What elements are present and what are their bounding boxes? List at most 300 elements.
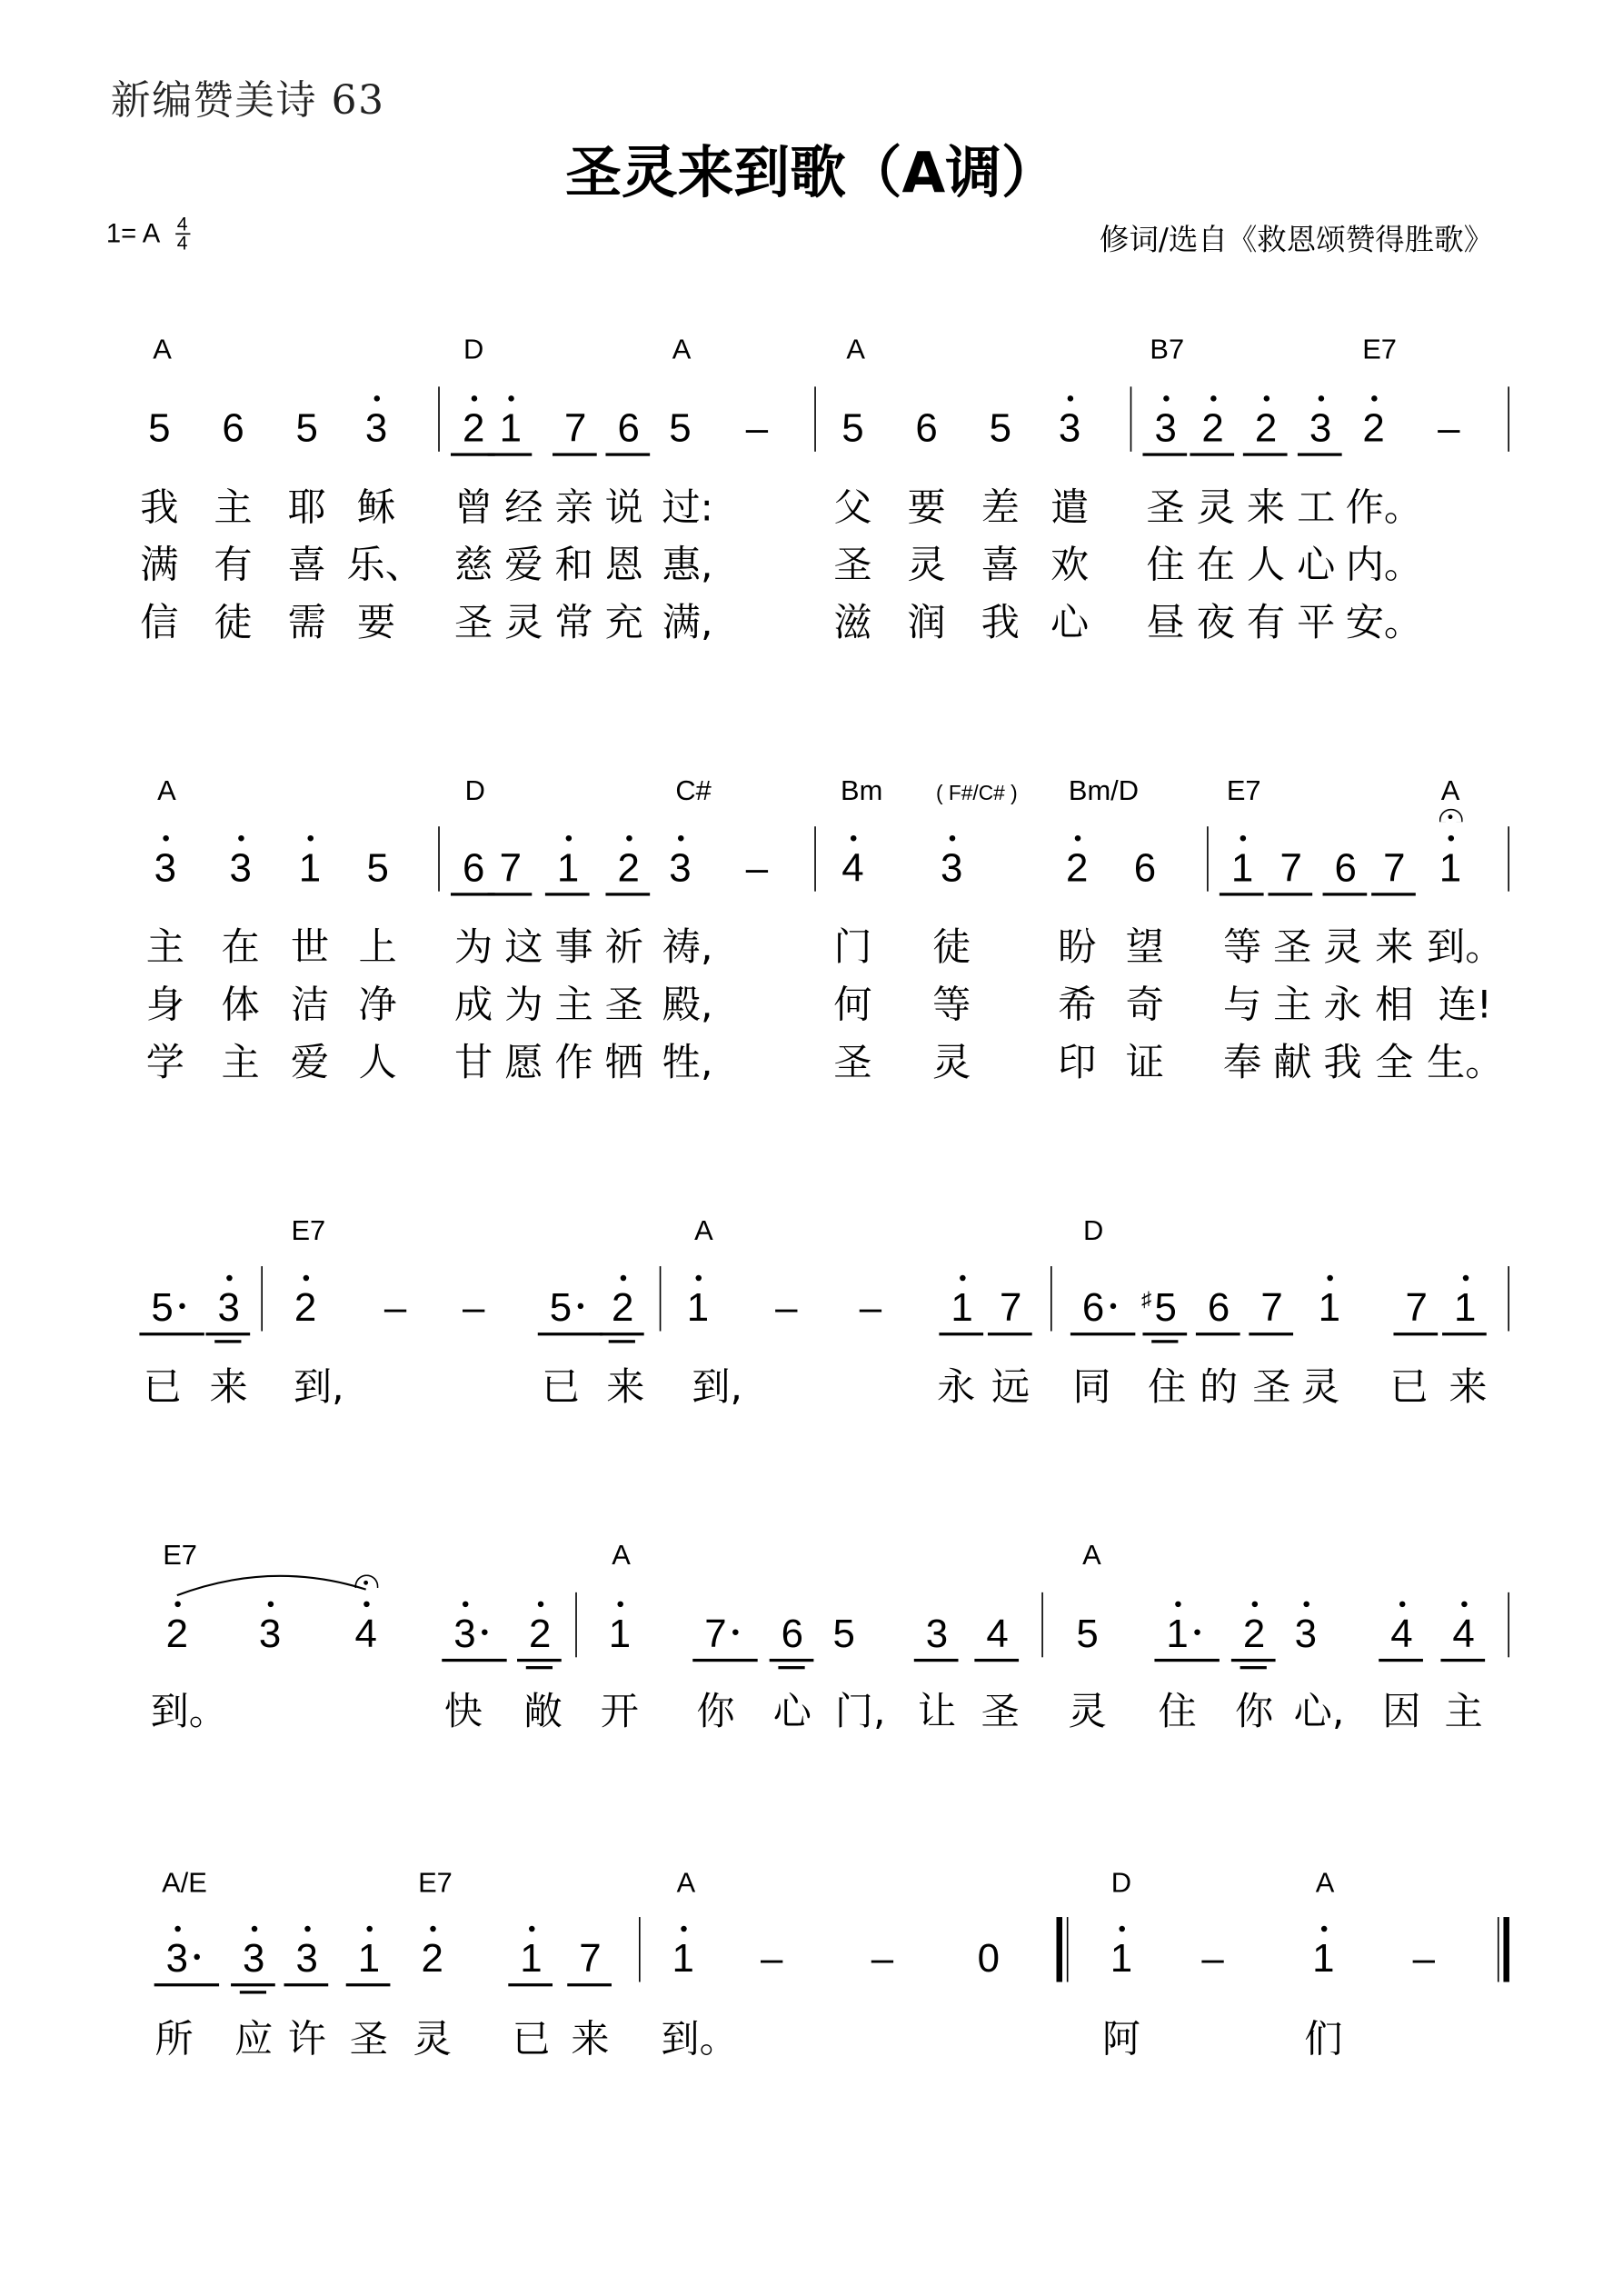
- note-digit: 1: [358, 1938, 380, 1979]
- lyric-syllable: 祈: [604, 925, 643, 971]
- note-digit: 3: [259, 1613, 281, 1654]
- lyric-syllable: 这: [504, 925, 543, 971]
- note: [1454, 1287, 1476, 1328]
- note-digit: 1: [609, 1613, 631, 1654]
- lyric-syllable: 来: [1375, 925, 1414, 971]
- note: [941, 845, 963, 891]
- octave-up-dot: [617, 1602, 622, 1607]
- sharp-icon: ♯: [1140, 1286, 1152, 1311]
- note: [366, 845, 389, 891]
- beam-underline: [692, 1659, 757, 1661]
- note: [579, 1938, 601, 1979]
- sustain-dash: [384, 1287, 406, 1328]
- octave-up-dot: [174, 1602, 180, 1607]
- beam-underline: [240, 1991, 266, 1992]
- lyric-syllable: 远: [991, 1365, 1031, 1411]
- note-digit: 5: [295, 405, 318, 451]
- lyric-syllable: 灵: [932, 1041, 971, 1086]
- lyric-syllable: 灵: [1196, 485, 1235, 531]
- note-digit: 6: [222, 405, 244, 451]
- note-digit: 3: [941, 847, 962, 888]
- note-digit: 5 ♯: [1154, 1287, 1176, 1328]
- note: [550, 1287, 572, 1328]
- lyric-syllable: 来: [606, 1365, 645, 1411]
- note-digit: 7: [1279, 847, 1301, 888]
- barline: [261, 1266, 263, 1331]
- beam-underline: [1070, 1333, 1135, 1334]
- lyric-syllable: 乐、: [346, 544, 423, 589]
- note: [951, 1287, 972, 1328]
- beam-underline: [284, 1983, 329, 1985]
- lyric-syllable: 为: [454, 925, 493, 971]
- lyric-syllable: 住: [1148, 1365, 1187, 1411]
- beam-underline: [545, 893, 590, 894]
- lyric-syllable: 成: [454, 983, 493, 1028]
- lyric-syllable: 恩: [604, 544, 643, 589]
- lyric-syllable: 作: [554, 1041, 593, 1086]
- tie-slur: [177, 1572, 366, 1601]
- note: [358, 1938, 380, 1979]
- octave-up-dot: [363, 1602, 368, 1607]
- note: [462, 845, 485, 891]
- beam-underline: [605, 453, 650, 454]
- octave-up-dot: [163, 835, 168, 841]
- augmentation-dot: [194, 1954, 199, 1960]
- lyric-syllable: 住: [1146, 544, 1185, 589]
- note: [453, 1613, 475, 1654]
- note-digit: 3: [296, 1938, 318, 1979]
- beam-underline: [609, 1340, 635, 1342]
- note-digit: 3: [243, 1938, 264, 1979]
- note-digit: 4: [841, 847, 863, 888]
- lyric-syllable: 灵: [907, 544, 946, 589]
- octave-up-dot: [1174, 1602, 1180, 1607]
- lyric-syllable: 学: [145, 1041, 184, 1086]
- octave-up-dot: [1210, 395, 1215, 401]
- octave-up-dot: [366, 1926, 372, 1932]
- note: [422, 1938, 443, 1979]
- chord-symbol: A: [157, 776, 176, 808]
- note: [1383, 845, 1406, 891]
- note: [915, 405, 938, 451]
- note-digit: 1: [1166, 1613, 1188, 1654]
- lyric-syllable: 内。: [1345, 544, 1423, 589]
- note: [1312, 1938, 1334, 1979]
- note-digit: 7: [1260, 1287, 1282, 1328]
- octave-up-dot: [537, 1602, 543, 1607]
- lyric-syllable: 圣: [1146, 485, 1185, 531]
- beam-underline: [605, 893, 650, 894]
- note: [1140, 1285, 1177, 1330]
- note-digit: –: [1412, 1936, 1435, 1981]
- note: [1309, 405, 1332, 451]
- lyric-syllable: 要: [907, 485, 946, 531]
- lyric-syllable: 安。: [1345, 601, 1423, 646]
- octave-up-dot: [1318, 395, 1323, 401]
- beam-underline: [1298, 453, 1342, 454]
- chord-symbol: A: [694, 1215, 713, 1247]
- lyric-syllable: 惠,: [662, 544, 713, 589]
- beam-underline: [553, 453, 597, 454]
- chord-symbol: D: [1110, 1868, 1132, 1900]
- beam-underline: [1151, 1340, 1178, 1342]
- lyric-syllable: 来: [1246, 485, 1286, 531]
- lyric-syllable: 住: [1158, 1690, 1197, 1735]
- octave-up-dot: [304, 1926, 309, 1932]
- beam-underline: [508, 1983, 553, 1985]
- lyric-syllable: 主: [214, 485, 253, 531]
- lyric-syllable: 常: [554, 601, 593, 646]
- note-digit: 1: [672, 1938, 694, 1979]
- note: [556, 845, 580, 891]
- lyric-syllable: 身: [145, 983, 184, 1028]
- lyric-syllable: 你: [696, 1690, 735, 1735]
- note-digit: 2: [1255, 407, 1277, 448]
- lyric-syllable: 滋: [833, 601, 872, 646]
- barline: [814, 826, 816, 891]
- octave-up-dot: [1067, 395, 1072, 401]
- lyric-syllable: 所: [154, 2018, 194, 2062]
- lyric-syllable: 耶: [287, 485, 326, 531]
- note: [986, 1613, 1008, 1654]
- chord-symbol: A: [1082, 1541, 1101, 1572]
- note: [295, 405, 318, 451]
- lyric-syllable: 阿: [1101, 2018, 1141, 2062]
- lyric-syllable: 开: [600, 1690, 640, 1735]
- note: [166, 1938, 188, 1979]
- lyric-syllable: 工: [1297, 485, 1336, 531]
- lyric-syllable: 满: [140, 544, 179, 589]
- octave-up-dot: [1251, 1602, 1257, 1607]
- time-top: 4: [176, 212, 188, 235]
- note: [1243, 1613, 1265, 1654]
- note: [364, 405, 388, 451]
- chord-symbol: E7: [1362, 334, 1397, 366]
- sustain-dash: [745, 845, 769, 891]
- note-digit: 3: [154, 847, 176, 888]
- sustain-dash: [871, 1938, 893, 1979]
- note: [832, 1613, 854, 1654]
- beam-underline: [1243, 453, 1288, 454]
- lyric-syllable: 润: [907, 601, 946, 646]
- note-digit: –: [760, 1936, 783, 1981]
- note: [354, 1613, 376, 1654]
- lyric-syllable: 到,: [692, 1365, 742, 1411]
- beam-underline: [139, 1333, 204, 1334]
- lyric-syllable: 说: [604, 485, 643, 531]
- chord-symbol: A: [1440, 776, 1460, 808]
- note-digit: 1: [1454, 1287, 1476, 1328]
- octave-up-dot: [850, 835, 855, 841]
- note-digit: 3: [1309, 407, 1331, 448]
- note: [841, 845, 864, 891]
- barline: [639, 1917, 641, 1982]
- lyric-syllable: 甘: [454, 1041, 493, 1086]
- lyric-syllable: 灵: [413, 2018, 452, 2062]
- note: [1439, 845, 1462, 891]
- sustain-dash: [775, 1287, 797, 1328]
- lyric-syllable: 与: [1222, 983, 1262, 1028]
- note-digit: 7: [704, 1613, 726, 1654]
- beam-underline: [538, 1333, 602, 1334]
- lyric-syllable: 快: [443, 1690, 483, 1735]
- lyric-syllable: 喜: [981, 544, 1020, 589]
- octave-up-dot: [680, 1926, 685, 1932]
- lyric-syllable: 心: [1050, 601, 1090, 646]
- note: [1082, 1287, 1104, 1328]
- note: [1334, 845, 1357, 891]
- note: [564, 405, 587, 451]
- lyric-syllable: 有: [214, 544, 253, 589]
- chord-symbol: D: [464, 776, 485, 808]
- lyric-syllable: 夜: [1196, 601, 1235, 646]
- beam-underline: [1142, 453, 1187, 454]
- note-digit: 4: [1452, 1613, 1474, 1654]
- note: [1058, 405, 1081, 451]
- note: [499, 845, 522, 891]
- lyric-syllable: 亲: [554, 485, 593, 531]
- note: [609, 1613, 631, 1654]
- note-digit: 5: [1076, 1611, 1099, 1656]
- note-digit: –: [1201, 1936, 1224, 1981]
- lyric-syllable: 祷,: [662, 925, 713, 971]
- note-digit: 1: [687, 1287, 709, 1328]
- note-digit: –: [1438, 405, 1460, 451]
- note-digit: 2: [617, 847, 639, 888]
- note: [1362, 405, 1385, 451]
- note: [617, 845, 640, 891]
- lyric-syllable: 体: [221, 983, 260, 1028]
- lyric-syllable: 牺: [604, 1041, 643, 1086]
- lyric-syllable: 许: [287, 2018, 326, 2062]
- beam-underline: [1190, 453, 1234, 454]
- lyric-syllable: 灵: [1068, 1690, 1107, 1735]
- chord-symbol: A: [846, 334, 865, 366]
- lyric-syllable: 充: [604, 601, 643, 646]
- note: [1295, 1613, 1317, 1654]
- lyric-syllable: 应: [234, 2018, 274, 2062]
- barline: [438, 826, 440, 891]
- note-digit: 2: [463, 407, 484, 448]
- lyric-syllable: 曾: [454, 485, 493, 531]
- chord-symbol: E7: [291, 1215, 326, 1247]
- lyric-syllable: 稣: [356, 485, 396, 531]
- beam-underline: [778, 1666, 804, 1668]
- chord-symbol: D: [463, 334, 484, 366]
- barline: [1508, 826, 1509, 891]
- lyric-syllable: 门,: [834, 1690, 886, 1735]
- sustain-dash: [1413, 1938, 1435, 1979]
- note-digit: 2: [166, 1613, 188, 1654]
- note-digit: 2: [529, 1613, 551, 1654]
- note-digit: 2: [294, 1287, 316, 1328]
- lyric-syllable: 连!: [1438, 983, 1492, 1028]
- octave-up-dot: [1370, 395, 1376, 401]
- lyric-syllable: 爱: [290, 1041, 330, 1086]
- lyric-syllable: 心: [1297, 544, 1336, 589]
- beam-underline: [1220, 893, 1264, 894]
- lyric-syllable: 等: [932, 983, 971, 1028]
- note-digit: 1: [1110, 1938, 1132, 1979]
- note-digit: 5: [832, 1611, 855, 1656]
- note-digit: –: [462, 1285, 485, 1330]
- beam-underline: [1268, 893, 1312, 894]
- note-digit: 0: [977, 1936, 1001, 1981]
- lyric-syllable: 望: [1125, 925, 1165, 971]
- note: [926, 1613, 948, 1654]
- note-digit: 3: [926, 1613, 948, 1654]
- lyric-syllable: 来: [571, 2018, 610, 2062]
- lyric-syllable: 证: [1125, 1041, 1165, 1086]
- note-digit: 6: [463, 847, 484, 888]
- lyric-syllable: 主: [221, 1041, 260, 1086]
- augmentation-dot: [179, 1303, 184, 1309]
- chord-symbol: E7: [1226, 776, 1261, 808]
- note: [259, 1613, 281, 1654]
- note-digit: 1: [1439, 847, 1461, 888]
- lyric-syllable: 人: [1246, 544, 1286, 589]
- note: [1279, 845, 1302, 891]
- lyric-syllable: 同: [1072, 1365, 1111, 1411]
- note-digit: 3: [229, 847, 251, 888]
- beam-underline: [1196, 1333, 1240, 1334]
- note-digit: 5: [669, 405, 692, 451]
- lyric-syllable: 盼: [1058, 925, 1097, 971]
- note: [1154, 405, 1177, 451]
- augmentation-dot: [482, 1629, 487, 1634]
- note-digit: 2: [422, 1938, 443, 1979]
- lyric-syllable: 昼: [1146, 601, 1185, 646]
- lyric-syllable: 爱: [504, 544, 543, 589]
- note-digit: 1: [1319, 1287, 1340, 1328]
- beam-underline: [154, 1983, 219, 1985]
- chord-symbol: A: [676, 1868, 696, 1900]
- note-digit: 1: [557, 847, 579, 888]
- note-digit: 7: [564, 407, 586, 448]
- octave-up-dot: [225, 1275, 231, 1281]
- note: [1230, 845, 1254, 891]
- note: [687, 1287, 709, 1328]
- note-digit: 7: [500, 847, 522, 888]
- octave-up-dot: [1448, 835, 1453, 841]
- beam-underline: [770, 1659, 814, 1661]
- note-digit: 3: [453, 1613, 475, 1654]
- barline: [1067, 1917, 1069, 1982]
- lyric-syllable: 经: [504, 485, 543, 531]
- barline: [1207, 826, 1209, 891]
- octave-up-dot: [528, 1926, 533, 1932]
- octave-up-dot: [695, 1275, 701, 1281]
- note-digit: 6: [1082, 1287, 1104, 1328]
- note-digit: 1: [299, 847, 321, 888]
- note-digit: 7: [579, 1938, 601, 1979]
- note: [1208, 1287, 1230, 1328]
- lyric-syllable: 要: [356, 601, 396, 646]
- note-digit: 5: [148, 405, 171, 451]
- note: [1110, 1938, 1132, 1979]
- octave-up-dot: [949, 835, 954, 841]
- beam-underline: [1142, 1333, 1187, 1334]
- beam-underline: [526, 1666, 553, 1668]
- note-digit: –: [871, 1936, 894, 1981]
- beam-underline: [517, 1659, 562, 1661]
- chord-symbol: A: [1315, 1868, 1335, 1900]
- note-digit: 6: [1335, 847, 1357, 888]
- lyric-syllable: 们: [1304, 2018, 1343, 2062]
- beam-underline: [442, 1659, 506, 1661]
- beam-underline: [600, 1333, 644, 1334]
- key-signature: [105, 212, 190, 255]
- note-digit: –: [775, 1285, 798, 1330]
- sustain-dash: [1438, 405, 1460, 451]
- note-digit: 6: [915, 405, 938, 451]
- lyric-syllable: 世: [290, 925, 330, 971]
- note: [217, 1287, 239, 1328]
- lyric-syllable: 洁: [290, 983, 330, 1028]
- note-digit: 5: [366, 845, 389, 891]
- note-digit: 2: [612, 1287, 633, 1328]
- note-digit: 5: [151, 1287, 173, 1328]
- beam-underline: [488, 453, 533, 454]
- lyric-syllable: 到。: [150, 1690, 228, 1735]
- lyric-syllable: 信: [140, 601, 179, 646]
- note: [520, 1938, 542, 1979]
- note: [462, 405, 485, 451]
- note: [499, 405, 522, 451]
- note-digit: 5: [989, 405, 1012, 451]
- key-label: 1= A: [105, 218, 161, 248]
- lyric-syllable: 父: [833, 485, 872, 531]
- lyric-syllable: 圣: [349, 2018, 389, 2062]
- note: [1319, 1287, 1340, 1328]
- octave-up-dot: [1074, 835, 1080, 841]
- lyric-syllable: 净: [358, 983, 397, 1028]
- note-digit: 5: [550, 1287, 572, 1328]
- note: [989, 405, 1012, 451]
- note: [1201, 405, 1224, 451]
- note: [1452, 1613, 1474, 1654]
- beam-underline: [1371, 893, 1416, 894]
- lyric-syllable: 灵: [1323, 925, 1362, 971]
- lyric-syllable: 因: [1382, 1690, 1421, 1735]
- barline: [1050, 1266, 1052, 1331]
- lyric-syllable: 灵: [1301, 1365, 1340, 1411]
- octave-up-dot: [307, 835, 313, 841]
- note-digit: 6: [617, 407, 639, 448]
- beam-underline: [974, 1659, 1019, 1661]
- beam-underline: [1442, 1333, 1487, 1334]
- beam-underline: [1249, 1333, 1293, 1334]
- octave-up-dot: [174, 1926, 180, 1932]
- octave-up-dot: [1263, 395, 1269, 401]
- augmentation-dot: [1110, 1303, 1116, 1309]
- note-digit: 3: [365, 407, 387, 448]
- chord-symbol: Bm: [841, 776, 883, 808]
- lyric-syllable: 欢: [1050, 544, 1090, 589]
- note-digit: –: [745, 845, 769, 891]
- note-digit: 1: [1231, 847, 1253, 888]
- octave-up-dot: [1320, 1926, 1326, 1932]
- beam-underline: [939, 1333, 983, 1334]
- note-digit: 4: [354, 1613, 376, 1654]
- lyric-syllable: 等: [1222, 925, 1262, 971]
- note: [612, 1287, 633, 1328]
- lyric-syllable: 遣: [1050, 485, 1090, 531]
- octave-up-dot: [1303, 1602, 1309, 1607]
- beam-underline: [567, 1983, 612, 1985]
- chord-symbol: C#: [675, 776, 712, 808]
- note-digit: 2: [1243, 1613, 1265, 1654]
